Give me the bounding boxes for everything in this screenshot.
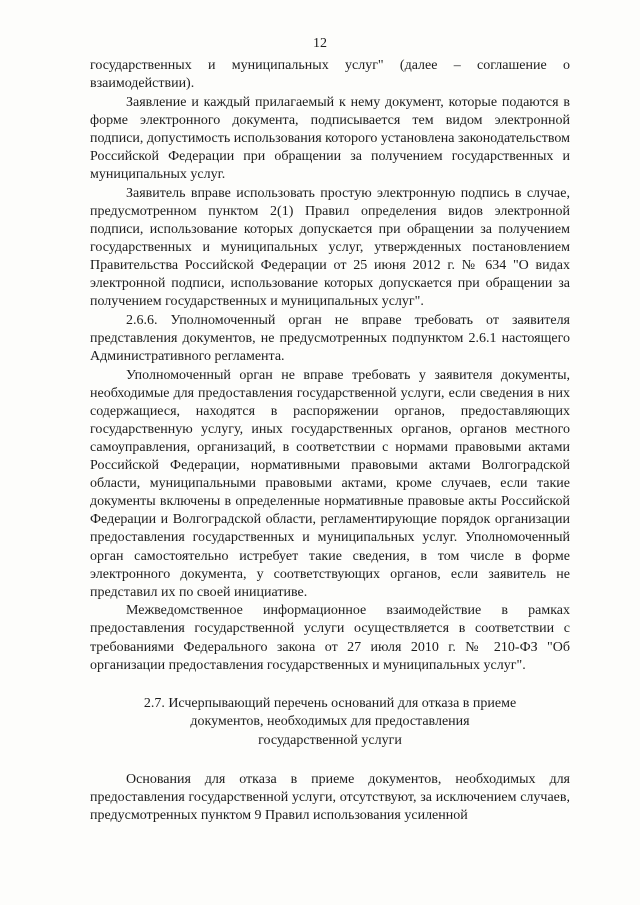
document-body <box>90 57 570 825</box>
heading-line-3: государственной услуги <box>258 732 402 748</box>
paragraph-2-6-6: 2.6.6. Уполномоченный орган не вправе требовать от заявителя представления документов, не предусмотренных подпунктом 2.6.1 настоящего Административного регламента. <box>90 312 570 364</box>
paragraph-refusal-grounds: Основания для отказа в приеме документов, необходимых для предоставления государственной услуги, отсутствуют, за исключением случаев, предусмотренных пунктом 9 Правил использования усиленной <box>90 772 570 824</box>
section-heading-2-7 <box>90 695 570 751</box>
heading-line-2: документов, необходимых для предоставления <box>190 714 470 730</box>
heading-line-1: 2.7. Исчерпывающий перечень оснований для отказа в приеме <box>143 695 517 711</box>
paragraph-continuation: государственных и муниципальных услуг" (далее – соглашение о взаимодействии). <box>90 58 570 92</box>
paragraph-simple-signature: Заявитель вправе использовать простую электронную подпись в случае, предусмотренном пунктом 2(1) Правил определения видов электронной подписи, использование которых допускается при обращении за получением государственных и муниципальных услуг, утвержденных постановлением Правительства Российской Федерации от 25 июня 2012 г. № 634 "О видах электронной подписи, использование которых допускается при обращении за получением государственных и муниципальных услуг". <box>90 185 570 310</box>
page-number: 12 <box>313 36 327 51</box>
paragraph-documents-restriction: Уполномоченный орган не вправе требовать у заявителя документы, необходимые для предоставления государственной услуги, если сведения в них содержащиеся, находятся в распоряжении органов, предоставляющих государственную услугу, иных государственных органов, органов местного самоуправления, организаций, в соответствии с нормами правовыми актами Российской Федерации, нормативными правовыми актами Волгоградской области, муниципальными правовыми актами, кроме случаев, если такие документы включены в определенные нормативные правовые акты Российской Федерации и Волгоградской области, регламентирующие порядок организации предоставления государственных и муниципальных услуг. Уполномоченный орган самостоятельно истребует такие сведения, в том числе в форме электронного документа, у соответствующих органов, если заявитель не представил их по своей инициативе. <box>90 367 570 600</box>
paragraph-electronic-document: Заявление и каждый прилагаемый к нему документ, которые подаются в форме электронного документа, подписывается тем видом электронной подписи, допустимость использования которого установлена законодательством Российской Федерации при обращении за получением государственных и муниципальных услуг. <box>90 94 570 183</box>
paragraph-interagency-interaction: Межведомственное информационное взаимодействие в рамках предоставления государственной услуги осуществляется в соответствии с требованиями Федерального закона от 27 июля 2010 г. № 210-ФЗ "Об организации предоставления государственных и муниципальных услуг". <box>90 603 570 673</box>
